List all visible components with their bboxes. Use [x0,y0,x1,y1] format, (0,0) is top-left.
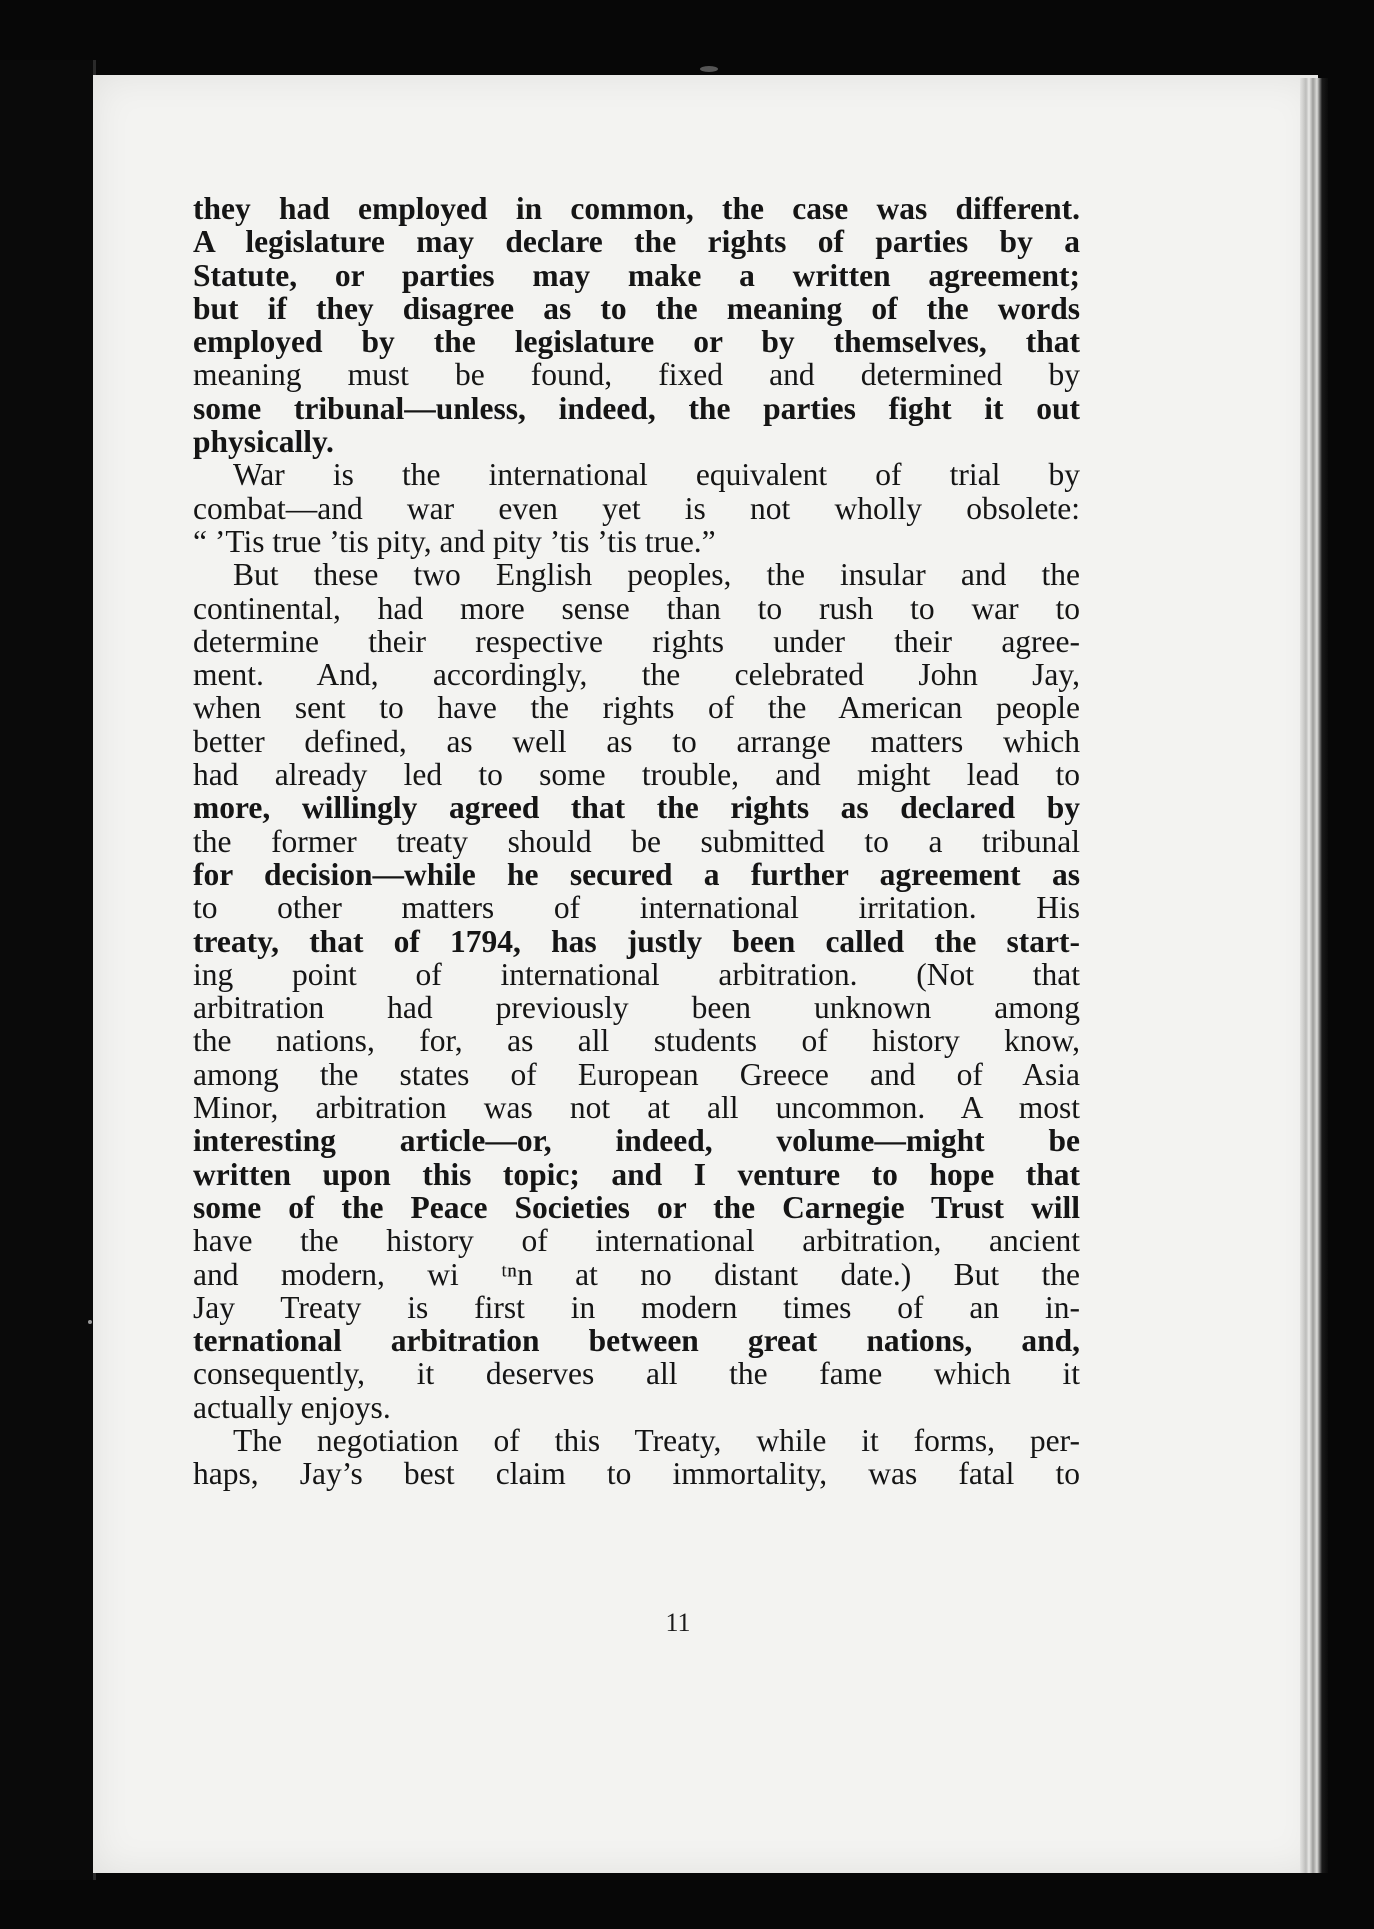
text-line: But these two English peoples, the insular and the [233,557,1080,593]
text-line: interesting article—or, indeed, volume—might be [193,1123,1080,1159]
text-line: some tribunal—unless, indeed, the parties fight it out [193,390,1080,426]
text-line: ternational arbitration between great nations, and, [193,1323,1080,1359]
text-line: physically. [193,424,334,460]
text-line: determine their respective rights under their agree- [193,623,1080,659]
text-line: ment. And, accordingly, the celebrated John Jay, [193,657,1080,693]
text-line: actually enjoys. [193,1389,391,1425]
text-line: they had employed in common, the case was different. [193,191,1080,226]
text-line: ing point of international arbitration. (Not that [193,956,1080,992]
text-line: more, willingly agreed that the rights as declared by [193,790,1080,826]
text-line: Minor, arbitration was not at all uncommon. A most [193,1090,1080,1126]
text-line: and modern, wi ᵗⁿn at no distant date.) But the [193,1256,1080,1292]
text-line: to other matters of international irritation. His [193,890,1080,926]
text-line: meaning must be found, fixed and determined by [193,357,1080,393]
text-line: better defined, as well as to arrange matters which [193,723,1080,759]
text-line: for decision—while he secured a further agreement as [193,856,1080,892]
text-line: War is the international equivalent of trial by [233,457,1080,493]
left-page-edge [0,60,96,1880]
page-edges-right [1300,78,1328,1873]
text-line: but if they disagree as to the meaning of the words [193,290,1080,326]
body-text [193,192,1080,1491]
text-line: The negotiation of this Treaty, while it forms, per- [233,1422,1080,1458]
text-line: consequently, it deserves all the fame which it [193,1356,1080,1392]
text-line: the former treaty should be submitted to a tribunal [193,823,1080,859]
text-line: some of the Peace Societies or the Carnegie Trust will [193,1189,1080,1225]
text-line: Jay Treaty is first in modern times of an in- [193,1289,1080,1325]
text-line: written upon this topic; and I venture to hope that [193,1156,1080,1192]
text-line: Statute, or parties may make a written agreement; [193,257,1080,293]
text-line: combat—and war even yet is not wholly obsolete: [193,490,1080,526]
text-line: continental, had more sense than to rush to war to [193,590,1080,626]
text-line: had already led to some trouble, and might lead to [193,757,1080,793]
text-line: A legislature may declare the rights of parties by a [193,224,1080,260]
text-line: arbitration had previously been unknown among [193,990,1080,1026]
page-number: 11 [665,1608,691,1637]
text-line: when sent to have the rights of the American people [193,690,1080,726]
text-line: the nations, for, as all students of history know, [193,1023,1080,1059]
text-line: employed by the legislature or by themselves, that [193,324,1080,360]
text-line: have the history of international arbitration, ancient [193,1223,1080,1259]
text-line: haps, Jay’s best claim to immortality, was fatal to [193,1456,1080,1492]
scan-mark [88,1320,92,1324]
scan-mark [700,66,718,72]
text-line: “ ’Tis true ’tis pity, and pity ’tis ’tis true.” [193,523,716,559]
text-line: among the states of European Greece and of Asia [193,1056,1080,1092]
text-line: treaty, that of 1794, has justly been called the start- [193,923,1080,959]
